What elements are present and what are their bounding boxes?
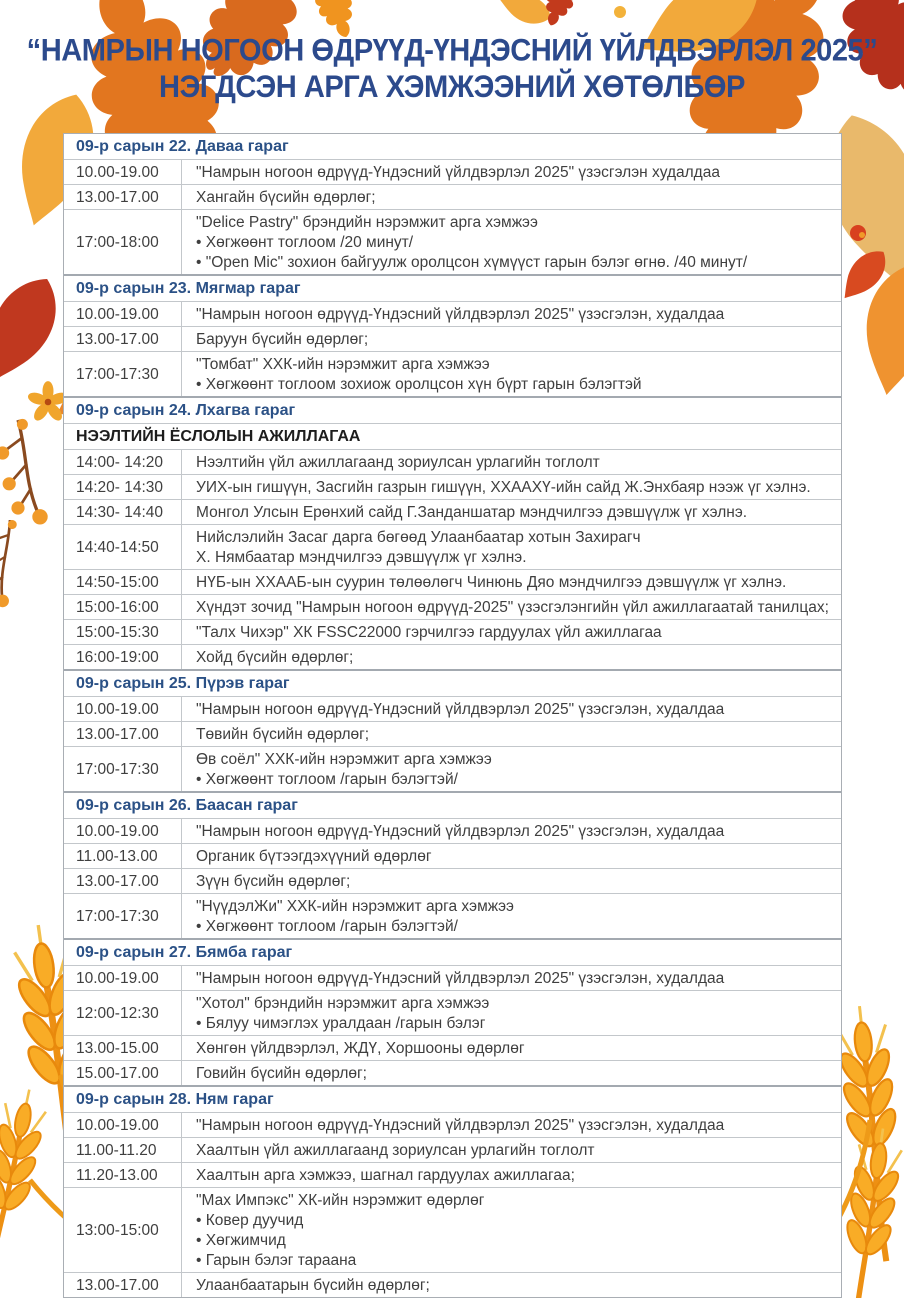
schedule-row [64, 474, 841, 499]
event-line: Нийслэлийн Засаг дарга бөгөөд Улаанбаатар хотын Захирагч [196, 528, 641, 546]
event-cell [182, 1273, 841, 1297]
schedule-row [64, 1060, 841, 1085]
day-header: 09-р сарын 27. Бямба гараг [76, 944, 293, 961]
day-header: 09-р сарын 25. Пүрэв гараг [76, 675, 290, 692]
event-bullet-line: • Хөгжимчид [196, 1231, 286, 1249]
time-cell: 14:00- 14:20 [64, 450, 182, 474]
time-cell: 10.00-19.00 [64, 819, 182, 843]
time-cell: 13:00-15:00 [64, 1188, 182, 1272]
schedule-row [64, 1112, 841, 1137]
event-cell [182, 570, 841, 594]
event-bullet-line: • Хөгжөөнт тоглоом /гарын бэлэгтэй/ [196, 770, 458, 788]
event-cell [182, 525, 841, 569]
schedule-row [64, 209, 841, 274]
time-cell: 17:00-18:00 [64, 210, 182, 274]
time-cell: 13.00-17.00 [64, 327, 182, 351]
section-subheader: НЭЭЛТИЙН ЁСЛОЛЫН АЖИЛЛАГАА [64, 423, 841, 449]
time-cell: 14:40-14:50 [64, 525, 182, 569]
event-cell [182, 160, 841, 184]
event-cell [182, 352, 841, 396]
time-cell: 17:00-17:30 [64, 894, 182, 938]
schedule-row [64, 619, 841, 644]
day-section [64, 396, 841, 669]
time-cell: 13.00-17.00 [64, 185, 182, 209]
schedule-row [64, 990, 841, 1035]
schedule-row [64, 843, 841, 868]
time-cell: 17:00-17:30 [64, 747, 182, 791]
schedule-row [64, 351, 841, 396]
event-line: "Мах Импэкс" ХК-ийн нэрэмжит өдөрлөг [196, 1191, 485, 1209]
event-cell [182, 697, 841, 721]
day-section [64, 134, 841, 274]
schedule-row [64, 524, 841, 569]
schedule-row [64, 746, 841, 791]
schedule-row [64, 449, 841, 474]
time-cell: 11.00-13.00 [64, 844, 182, 868]
time-cell: 13.00-17.00 [64, 1273, 182, 1297]
schedule-row [64, 1272, 841, 1297]
event-cell [182, 302, 841, 326]
event-line: "Намрын ногоон өдрүүд-Үндэсний үйлдвэрлэл 2025" үзэсгэлэн, худалдаа [196, 305, 725, 323]
event-line: Улаанбаатарын бүсийн өдөрлөг; [196, 1276, 430, 1294]
event-bullet-line: • "Open Mic" зохион байгуулж оролцсон хүмүүст гарын бэлэг өгнө. /40 минут/ [196, 253, 748, 271]
event-line: Х. Нямбаатар мэндчилгээ дэвшүүлж үг хэлнэ. [196, 548, 527, 566]
time-cell: 10.00-19.00 [64, 302, 182, 326]
day-section [64, 274, 841, 396]
time-cell: 13.00-17.00 [64, 722, 182, 746]
event-cell [182, 869, 841, 893]
event-cell [182, 1188, 841, 1272]
event-cell [182, 475, 841, 499]
event-line: Органик бүтээгдэхүүний өдөрлөг [196, 847, 432, 865]
event-bullet-line: • Хөгжөөнт тоглоом /гарын бэлэгтэй/ [196, 917, 458, 935]
event-line: Монгол Улсын Ерөнхий сайд Г.Занданшатар мэндчилгээ дэвшүүлж үг хэлнэ. [196, 503, 748, 521]
day-section [64, 938, 841, 1085]
time-cell: 10.00-19.00 [64, 1113, 182, 1137]
event-bullet-line: • Хөгжөөнт тоглоом /20 минут/ [196, 233, 414, 251]
schedule-row [64, 569, 841, 594]
event-cell [182, 620, 841, 644]
event-cell [182, 450, 841, 474]
time-cell: 15:00-16:00 [64, 595, 182, 619]
schedule-row [64, 326, 841, 351]
schedule-row [64, 1187, 841, 1272]
time-cell: 13.00-15.00 [64, 1036, 182, 1060]
time-cell: 11.20-13.00 [64, 1163, 182, 1187]
event-cell [182, 894, 841, 938]
event-cell [182, 327, 841, 351]
event-cell [182, 1036, 841, 1060]
day-section [64, 1085, 841, 1297]
schedule-row [64, 965, 841, 990]
time-cell: 17:00-17:30 [64, 352, 182, 396]
event-cell [182, 991, 841, 1035]
event-line: Хаалтын арга хэмжээ, шагнал гардуулах ажиллагаа; [196, 1166, 575, 1184]
event-cell [182, 1113, 841, 1137]
event-line: Өв соёл" ХХК-ийн нэрэмжит арга хэмжээ [196, 750, 492, 768]
event-cell [182, 1163, 841, 1187]
time-cell: 16:00-19:00 [64, 645, 182, 669]
schedule-row [64, 644, 841, 669]
event-line: "Delice Pastry" брэндийн нэрэмжит арга хэмжээ [196, 213, 538, 231]
event-cell [182, 819, 841, 843]
day-section [64, 791, 841, 938]
event-cell [182, 747, 841, 791]
event-line: НҮБ-ын ХХААБ-ын суурин төлөөлөгч Чинюнь Дяо мэндчилгээ дэвшүүлж үг хэлнэ. [196, 573, 787, 591]
time-cell: 10.00-19.00 [64, 697, 182, 721]
event-cell [182, 645, 841, 669]
time-cell: 13.00-17.00 [64, 869, 182, 893]
event-line: "Талх Чихэр" ХК FSSC22000 гэрчилгээ гардуулах үйл ажиллагаа [196, 623, 662, 641]
time-cell: 11.00-11.20 [64, 1138, 182, 1162]
time-cell: 15:00-15:30 [64, 620, 182, 644]
schedule-row [64, 696, 841, 721]
schedule-row [64, 868, 841, 893]
event-line: Хаалтын үйл ажиллагаанд зориулсан урлагийн тоглолт [196, 1141, 595, 1159]
event-bullet-line: • Бялуу чимэглэх уралдаан /гарын бэлэг [196, 1014, 486, 1032]
event-cell [182, 966, 841, 990]
day-header: 09-р сарын 28. Ням гараг [76, 1091, 274, 1108]
event-line: Нээлтийн үйл ажиллагаанд зориулсан урлагийн тоглолт [196, 453, 600, 471]
event-cell [182, 595, 841, 619]
event-line: "Намрын ногоон өдрүүд-Үндэсний үйлдвэрлэл 2025" үзэсгэлэн, худалдаа [196, 700, 725, 718]
event-line: Хангайн бүсийн өдөрлөг; [196, 188, 376, 206]
time-cell: 14:20- 14:30 [64, 475, 182, 499]
event-cell [182, 722, 841, 746]
page-subtitle: НЭГДСЭН АРГА ХЭМЖЭЭНИЙ ХӨТӨЛБӨР [159, 70, 745, 105]
event-line: Баруун бүсийн өдөрлөг; [196, 330, 369, 348]
event-line: "Хотол" брэндийн нэрэмжит арга хэмжээ [196, 994, 490, 1012]
event-cell [182, 844, 841, 868]
event-line: "Томбат" ХХК-ийн нэрэмжит арга хэмжээ [196, 355, 490, 373]
event-line: "Намрын ногоон өдрүүд-Үндэсний үйлдвэрлэл 2025" үзэсгэлэн, худалдаа [196, 1116, 725, 1134]
event-bullet-line: • Хөгжөөнт тоглоом зохиож оролцсон хүн бүрт гарын бэлэгтэй [196, 375, 642, 393]
event-cell [182, 1061, 841, 1085]
event-cell [182, 1138, 841, 1162]
day-header: 09-р сарын 24. Лхагва гараг [76, 402, 296, 419]
event-line: "Намрын ногоон өдрүүд-Үндэсний үйлдвэрлэл 2025" үзэсгэлэн худалдаа [196, 163, 720, 181]
time-cell: 10.00-19.00 [64, 160, 182, 184]
event-cell [182, 185, 841, 209]
day-header: 09-р сарын 26. Баасан гараг [76, 797, 298, 814]
event-line: "Намрын ногоон өдрүүд-Үндэсний үйлдвэрлэл 2025" үзэсгэлэн, худалдаа [196, 822, 725, 840]
schedule-row [64, 159, 841, 184]
schedule-row [64, 301, 841, 326]
event-line: "Намрын ногоон өдрүүд-Үндэсний үйлдвэрлэл 2025" үзэсгэлэн, худалдаа [196, 969, 725, 987]
time-cell: 15.00-17.00 [64, 1061, 182, 1085]
day-header: 09-р сарын 22. Даваа гараг [76, 138, 289, 155]
page-title: “НАМРЫН НОГООН ӨДРҮҮД-ҮНДЭСНИЙ ҮЙЛДВЭРЛЭЛ 2025” [26, 33, 878, 68]
time-cell: 10.00-19.00 [64, 966, 182, 990]
event-bullet-line: • Ковер дуучид [196, 1211, 304, 1229]
berry-branch-icon [0, 419, 48, 609]
event-cell [182, 210, 841, 274]
day-section [64, 669, 841, 791]
event-line: Зүүн бүсийн өдөрлөг; [196, 872, 351, 890]
event-cell [182, 500, 841, 524]
event-line: Хүндэт зочид "Намрын ногоон өдрүүд-2025" үзэсгэлэнгийн үйл ажиллагаатай танилцах; [196, 598, 829, 616]
schedule-row [64, 1162, 841, 1187]
event-line: Хөнгөн үйлдвэрлэл, ЖДҮ, Хоршооны өдөрлөг [196, 1039, 525, 1057]
day-header: 09-р сарын 23. Мягмар гараг [76, 280, 301, 297]
event-line: Хойд бүсийн өдөрлөг; [196, 648, 354, 666]
schedule-row [64, 1035, 841, 1060]
schedule-row [64, 721, 841, 746]
schedule-table [63, 133, 842, 1298]
schedule-row [64, 818, 841, 843]
event-line: Төвийн бүсийн өдөрлөг; [196, 725, 370, 743]
event-line: УИХ-ын гишүүн, Засгийн газрын гишүүн, ХХААХҮ-ийн сайд Ж.Энхбаяр нээж үг хэлнэ. [196, 478, 811, 496]
event-bullet-line: • Гарын бэлэг тараана [196, 1251, 357, 1269]
schedule-row [64, 184, 841, 209]
schedule-row [64, 499, 841, 524]
schedule-row [64, 893, 841, 938]
time-cell: 14:30- 14:40 [64, 500, 182, 524]
time-cell: 14:50-15:00 [64, 570, 182, 594]
event-line: "НүүдэлЖи" ХХК-ийн нэрэмжит арга хэмжээ [196, 897, 514, 915]
schedule-row [64, 1137, 841, 1162]
time-cell: 12:00-12:30 [64, 991, 182, 1035]
event-line: Говийн бүсийн өдөрлөг; [196, 1064, 367, 1082]
page-title-block [14, 33, 891, 106]
schedule-row [64, 594, 841, 619]
